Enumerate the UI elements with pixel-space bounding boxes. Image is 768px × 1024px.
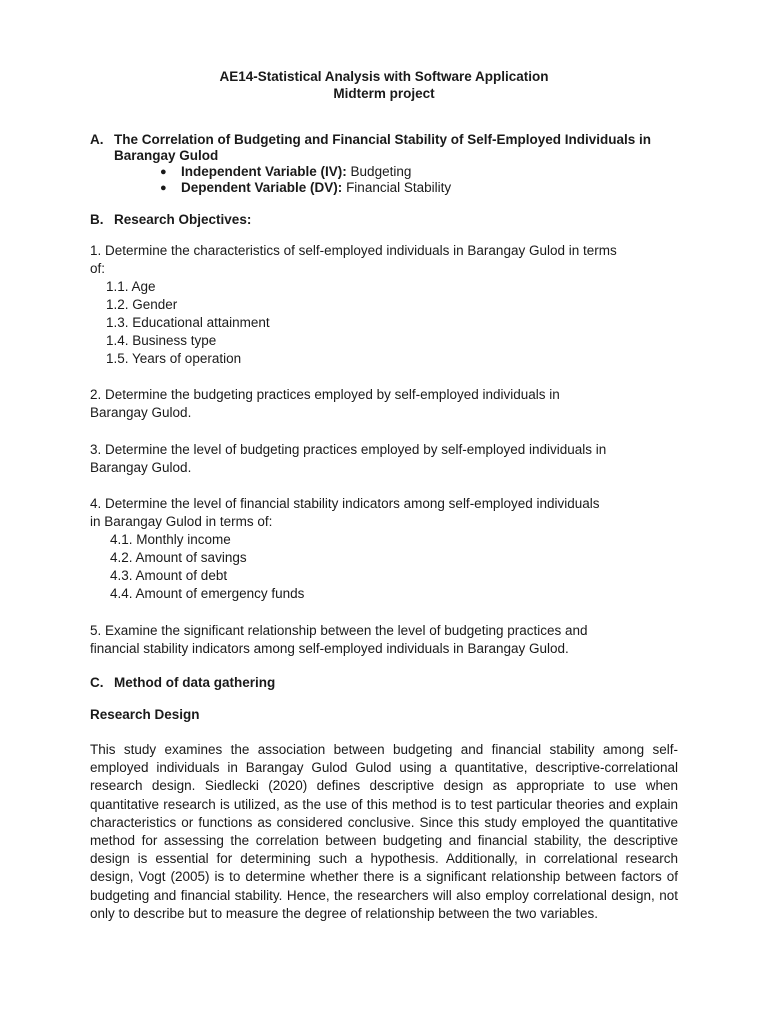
section-c-letter: C.: [90, 675, 104, 690]
objective-1-item: 1.1. Age: [106, 279, 156, 294]
objective-1-line2: of:: [90, 261, 106, 276]
objective-2-line1: 2. Determine the budgeting practices employed by self-employed individuals in: [90, 387, 560, 402]
objective-3-line1: 3. Determine the level of budgeting practices employed by self-employed individuals in: [90, 442, 607, 457]
objective-5-line2: financial stability indicators among self-employed individuals in Barangay Gulod.: [90, 641, 569, 656]
objective-3-line2: Barangay Gulod.: [90, 460, 192, 475]
section-a-title-line2: Barangay Gulod: [114, 148, 219, 163]
objective-1-item: 1.2. Gender: [106, 297, 178, 312]
section-b-title: Research Objectives:: [114, 212, 252, 227]
objective-2-line2: Barangay Gulod.: [90, 405, 192, 420]
document-title: AE14-Statistical Analysis with Software Application: [219, 69, 549, 84]
variable-dv: [181, 179, 451, 197]
variable-iv-label: Independent Variable (IV):: [181, 164, 347, 179]
section-a-letter: A.: [90, 132, 104, 147]
variable-dv-label: Dependent Variable (DV):: [181, 180, 343, 195]
document-subtitle: Midterm project: [333, 86, 435, 101]
section-a-title-line1: The Correlation of Budgeting and Financial Stability of Self-Employed Individuals in: [114, 132, 652, 147]
objective-5-line1: 5. Examine the significant relationship between the level of budgeting practices and: [90, 623, 588, 638]
section-c-title: Method of data gathering: [114, 675, 276, 690]
objective-4-line1: 4. Determine the level of financial stability indicators among self-employed individuals: [90, 496, 600, 511]
objective-1-item: 1.4. Business type: [106, 333, 217, 348]
objective-4-item: 4.2. Amount of savings: [110, 550, 247, 565]
research-design-heading: Research Design: [90, 707, 200, 722]
objective-4-item: 4.3. Amount of debt: [110, 568, 228, 583]
variable-dv-value: Financial Stability: [346, 180, 452, 195]
section-b-letter: B.: [90, 212, 104, 227]
objective-1-item: 1.3. Educational attainment: [106, 315, 270, 330]
research-design-paragraph: This study examines the association between budgeting and financial stability among self-employed individuals in Barangay Gulod Gulod using a quantitative, descriptive-correlational research design. Siedlecki (2020) defines descriptive design as appropriate to use when quantitative research is utilized, as the use of this method is to test particular theories and explain characteristics or functions as considered conclusive. Since this study employed the quantitative method for assessing the correlation between budgeting and financial stability, the descriptive design is essential for determining such a hypothesis. Additionally, in correlational research design, Vogt (2005) is to determine whether there is a significant relationship between factors of budgeting and financial stability. Hence, the researchers will also employ correlational design, not only to describe but to measure the degree of relationship between the two variables.: [90, 742, 678, 921]
bullet-icon: ●: [160, 182, 167, 194]
objective-4-item: 4.1. Monthly income: [110, 532, 231, 547]
objective-4-line2: in Barangay Gulod in terms of:: [90, 514, 273, 529]
objective-1-line1: 1. Determine the characteristics of self-employed individuals in Barangay Gulod in terms: [90, 243, 617, 258]
objective-1-item: 1.5. Years of operation: [106, 351, 242, 366]
variable-iv-value: Budgeting: [350, 164, 412, 179]
objective-4-item: 4.4. Amount of emergency funds: [110, 586, 305, 601]
bullet-icon: ●: [160, 166, 167, 178]
